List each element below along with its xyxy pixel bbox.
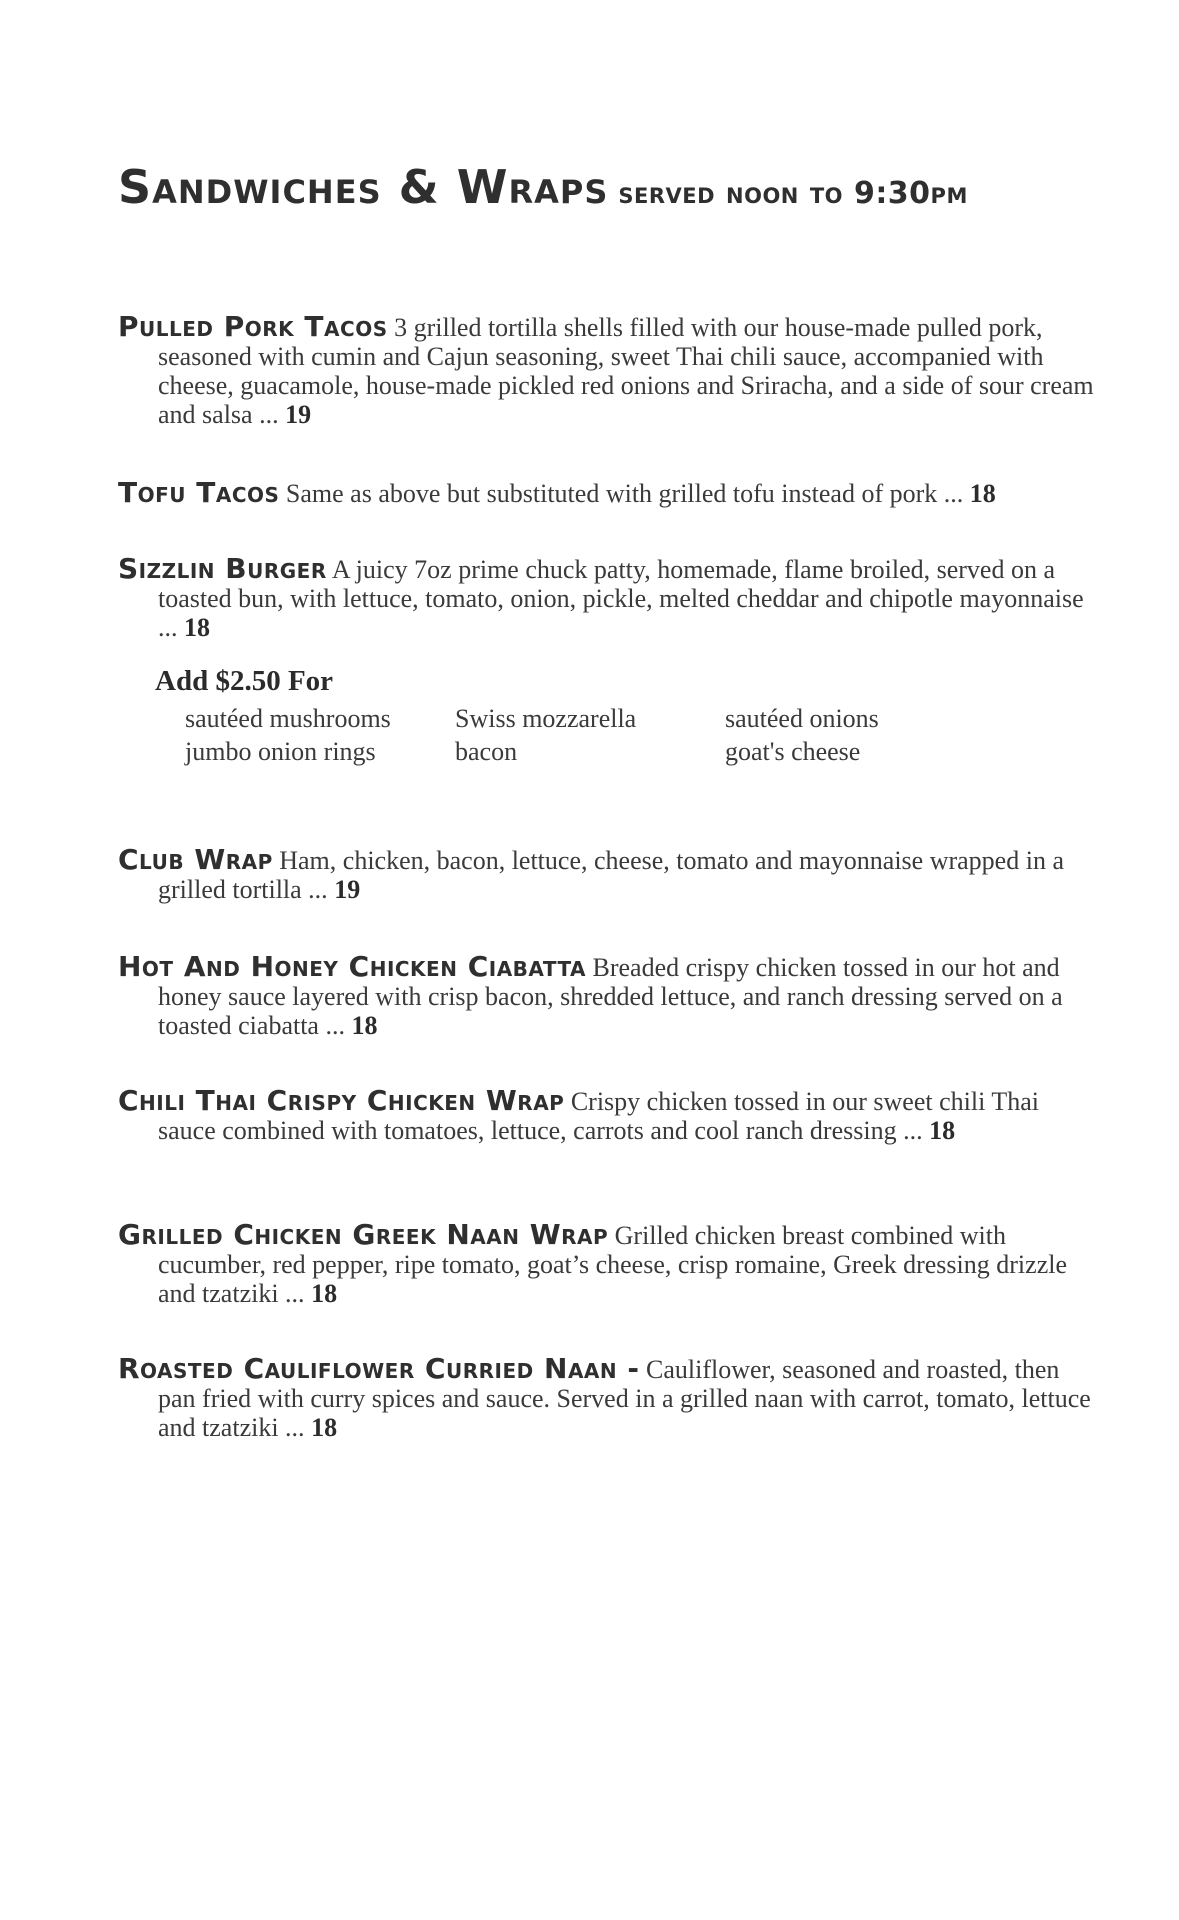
item-name: Hot And Honey Chicken Ciabatta: [118, 950, 587, 983]
item-price: 18: [311, 1279, 338, 1308]
menu-section-heading: [118, 160, 968, 214]
item-name: Pulled Pork Tacos: [118, 310, 388, 343]
item-price: 18: [184, 613, 210, 642]
burger-addons: [155, 665, 955, 768]
item-price: 18: [351, 1011, 378, 1040]
item-name: Chili Thai Crispy Chicken Wrap: [118, 1084, 565, 1117]
item-description: 3 grilled tortilla shells filled with our house-made pulled pork, seasoned with cumin and Cajun seasoning, sweet Thai chili sauce, accompanied with cheese, guacamole, house-made pickled red onions and Sriracha, and a side of sour cream and salsa ...: [158, 313, 1094, 429]
section-title: Sandwiches & Wraps: [118, 160, 609, 214]
item-name: Grilled Chicken Greek Naan Wrap: [118, 1218, 609, 1251]
menu-item-roasted-cauliflower-curried-naan: [118, 1354, 1098, 1442]
item-description: Same as above but substituted with grilled tofu instead of pork ...: [285, 479, 964, 508]
addon-option: sautéed mushrooms: [185, 704, 391, 733]
item-name: Roasted Cauliflower Curried Naan -: [118, 1352, 640, 1385]
item-description: Breaded crispy chicken tossed in our hot and honey sauce layered with crisp bacon, shredded lettuce, and ranch dressing served on a toasted ciabatta ...: [158, 953, 1063, 1040]
item-description: Crispy chicken tossed in our sweet chili Thai sauce combined with tomatoes, lettuce, carrots and cool ranch dressing ...: [158, 1087, 1039, 1145]
item-name: Sizzlin Burger: [118, 552, 327, 585]
menu-item-grilled-chicken-greek-naan-wrap: [118, 1220, 1098, 1308]
addon-option: Swiss mozzarella: [455, 704, 637, 733]
item-description: Ham, chicken, bacon, lettuce, cheese, tomato and mayonnaise wrapped in a grilled tortilla ...: [158, 846, 1064, 904]
item-price: 19: [285, 400, 312, 429]
menu-item-chili-thai-crispy-chicken-wrap: [118, 1086, 1098, 1145]
item-price: 19: [334, 875, 361, 904]
addon-option: sautéed onions: [725, 704, 879, 733]
addon-option: bacon: [455, 737, 518, 766]
item-price: 18: [929, 1116, 956, 1145]
menu-item-tofu-tacos: [118, 478, 1098, 508]
item-description: Grilled chicken breast combined with cucumber, red pepper, ripe tomato, goat’s cheese, crisp romaine, Greek dressing drizzle and tzatziki ...: [158, 1221, 1067, 1308]
menu-item-sizzlin-burger: [118, 554, 1098, 642]
item-name: Club Wrap: [118, 843, 273, 876]
item-price: 18: [311, 1413, 338, 1442]
menu-item-club-wrap: [118, 845, 1098, 904]
item-description: Cauliflower, seasoned and roasted, then pan fried with curry spices and sauce. Served in a grilled naan with carrot, tomato, lettuce and tzatziki ...: [158, 1355, 1091, 1442]
menu-item-hot-and-honey-chicken-ciabatta: [118, 952, 1098, 1040]
addon-option: jumbo onion rings: [185, 737, 376, 766]
item-price: 18: [969, 479, 996, 508]
item-name: Tofu Tacos: [118, 476, 280, 509]
service-hours: served noon to 9:30pm: [618, 176, 968, 211]
item-description: A juicy 7oz prime chuck patty, homemade, flame broiled, served on a toasted bun, with lettuce, tomato, onion, pickle, melted cheddar and chipotle mayonnaise ...: [158, 555, 1084, 642]
menu-item-pulled-pork-tacos: [118, 312, 1098, 429]
addons-list: [185, 702, 955, 768]
addons-title: Add $2.50 For: [155, 665, 334, 697]
addon-option: goat's cheese: [725, 737, 861, 766]
